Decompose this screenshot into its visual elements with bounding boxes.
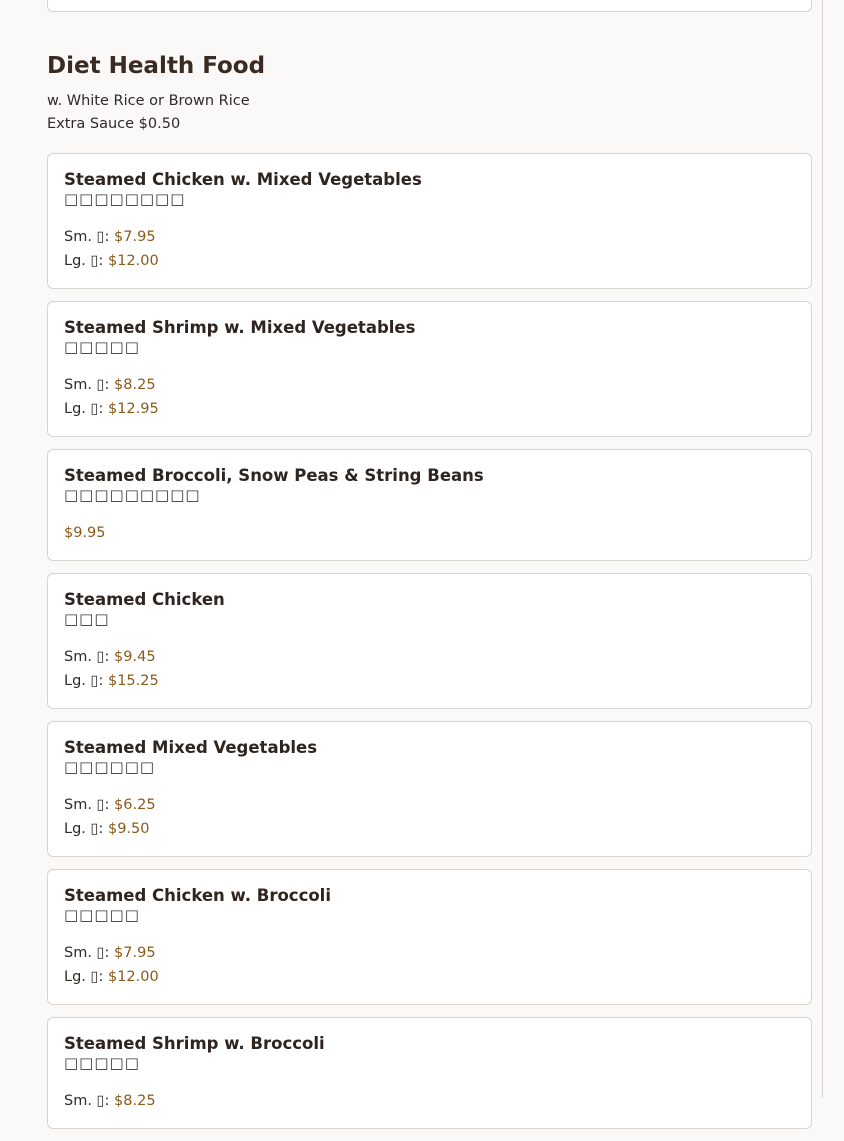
menu-item-card[interactable] [47,301,812,437]
price-value: $7.95 [114,945,156,961]
price-line-small [64,225,795,249]
menu-item-name: Steamed Shrimp w. Broccoli [64,1034,325,1053]
section-note-rice: w. White Rice or Brown Rice [47,93,250,109]
price-line-small [64,373,795,397]
menu-item-chinese-name: □□□□□□ [64,758,156,776]
price-value: $9.95 [64,525,106,541]
price-line-single [64,521,795,545]
price-size-label: Lg. ▯: [64,969,104,985]
menu-item-card[interactable] [47,573,812,709]
menu-section-diet-health-food [47,50,812,1141]
section-note-extra-sauce: Extra Sauce $0.50 [47,116,181,132]
section-notes [47,90,812,136]
menu-item-name: Steamed Broccoli, Snow Peas & String Beans [64,466,484,485]
price-line-small [64,941,795,965]
price-size-label: Sm. ▯: [64,945,110,961]
section-title: Diet Health Food [47,53,266,79]
previous-item-card [47,0,812,12]
price-line-small [64,793,795,817]
menu-item-chinese-name: □□□□□□□□ [64,190,186,208]
menu-item-card[interactable] [47,449,812,561]
price-value: $8.25 [114,1093,156,1109]
price-line-large [64,817,795,841]
menu-item-name: Steamed Chicken w. Broccoli [64,886,331,905]
price-line-large [64,669,795,693]
menu-item-card[interactable] [47,721,812,857]
price-value: $6.25 [114,797,156,813]
menu-item-chinese-name: □□□ [64,610,110,628]
menu-item-chinese-name: □□□□□ [64,1054,140,1072]
price-size-label: Sm. ▯: [64,377,110,393]
price-value: $12.00 [107,253,159,269]
menu-item-name: Steamed Shrimp w. Mixed Vegetables [64,318,416,337]
menu-item-card[interactable] [47,869,812,1005]
price-line-small [64,645,795,669]
price-value: $15.25 [107,673,159,689]
price-value: $12.00 [107,969,159,985]
price-size-label: Sm. ▯: [64,229,110,245]
menu-item-card[interactable] [47,153,812,289]
price-size-label: Sm. ▯: [64,797,110,813]
price-value: $8.25 [114,377,156,393]
price-size-label: Lg. ▯: [64,673,104,689]
price-value: $9.45 [114,649,156,665]
price-size-label: Lg. ▯: [64,253,104,269]
price-size-label: Sm. ▯: [64,1093,110,1109]
price-value: $9.50 [107,821,150,837]
price-line-large [64,397,795,421]
menu-item-list [47,153,812,1129]
price-size-label: Lg. ▯: [64,821,104,837]
price-size-label: Lg. ▯: [64,401,104,417]
price-size-label: Sm. ▯: [64,649,110,665]
price-value: $12.95 [107,401,159,417]
menu-item-chinese-name: □□□□□□□□□ [64,486,201,504]
right-border-line [822,0,823,1098]
price-line-large [64,965,795,989]
menu-item-name: Steamed Mixed Vegetables [64,738,318,757]
menu-item-name: Steamed Chicken [64,590,225,609]
price-line-small [64,1089,795,1113]
price-line-large [64,249,795,273]
price-value: $7.95 [114,229,156,245]
menu-item-chinese-name: □□□□□ [64,906,140,924]
menu-item-chinese-name: □□□□□ [64,338,140,356]
menu-item-name: Steamed Chicken w. Mixed Vegetables [64,170,422,189]
menu-item-card[interactable] [47,1017,812,1129]
